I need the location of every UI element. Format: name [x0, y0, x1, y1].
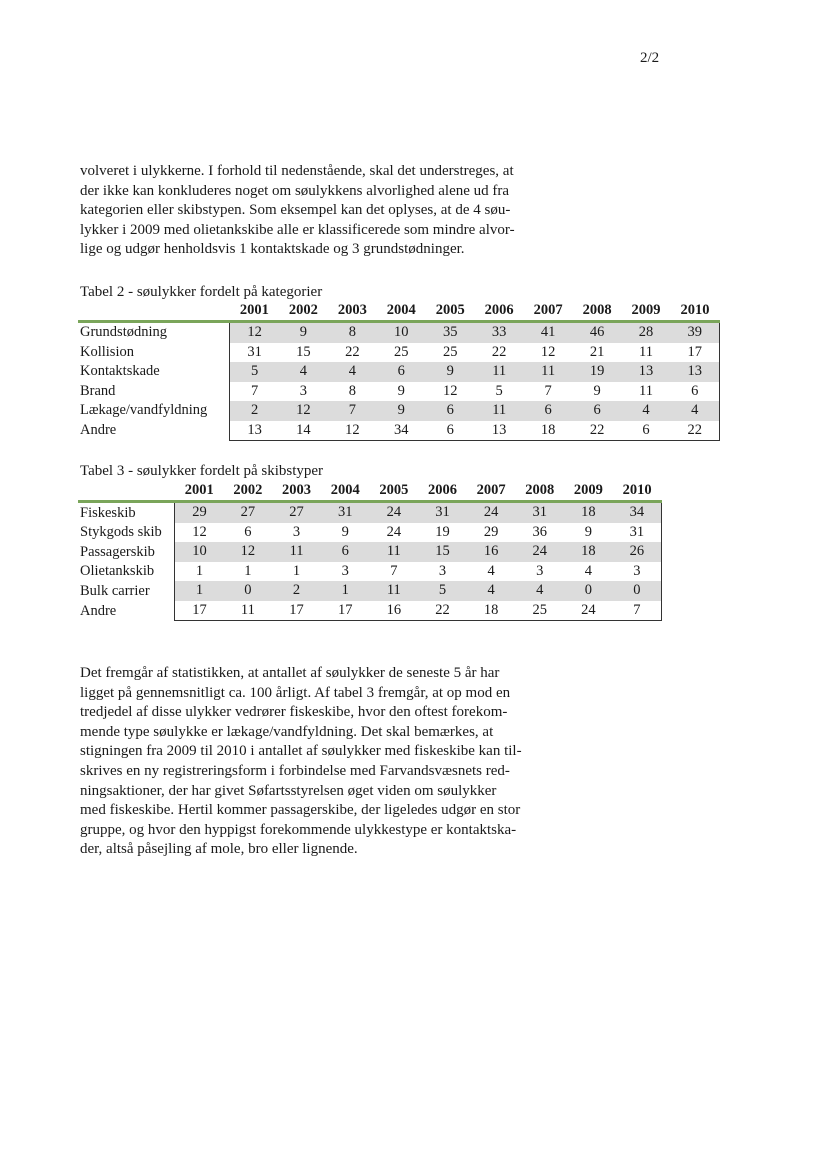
- text-line: ligget på gennemsnitligt ca. 100 årligt. Af tabel 3 fremgår, at op mod en: [80, 684, 511, 701]
- year-header: 2008: [573, 301, 622, 322]
- table-cell: 3: [536, 562, 544, 579]
- table-cell: 3: [613, 562, 662, 582]
- row-label: Stykgods skib: [80, 524, 162, 541]
- table-cell: 1: [175, 562, 224, 582]
- table-row: [78, 542, 662, 562]
- table-cell: 2: [230, 401, 279, 421]
- table-cell: 9: [377, 401, 426, 421]
- table-cell: 13: [671, 362, 720, 382]
- table-cell: 3: [292, 523, 301, 540]
- table-row: [78, 581, 662, 601]
- table-cell: 22: [418, 601, 467, 621]
- table-row: [78, 601, 662, 621]
- table-cell: 3: [299, 382, 307, 399]
- table-cell: 31: [515, 502, 564, 523]
- table3-caption: Tabel 3 - søulykker fordelt på skibstyper: [80, 463, 324, 479]
- table-cell: 4: [328, 362, 377, 382]
- year-header: 2010: [613, 481, 662, 502]
- text-line: volveret i ulykkerne. I forhold til nedenstående, skal det understreges, at: [80, 163, 514, 179]
- table-cell: 10: [377, 322, 426, 343]
- year-header: 2007: [524, 301, 573, 322]
- table-cell: 5: [418, 581, 467, 601]
- table-cell: 6: [244, 523, 252, 540]
- row-label: Fiskeskib: [80, 504, 136, 521]
- table-cell: 15: [296, 343, 311, 360]
- text-line: tredjedel af disse ulykker vedrører fiskeskibe, hvor den oftest forekom-: [80, 704, 508, 721]
- table-row: [78, 343, 720, 363]
- table-cell: 1: [175, 581, 224, 601]
- row-label: Brand: [80, 382, 116, 399]
- table-cell: 25: [515, 601, 564, 621]
- table-cell: 41: [524, 322, 573, 343]
- text-line: lykker i 2009 med olietankskibe alle er klassificerede som mindre alvor-: [80, 221, 515, 238]
- table-cell: 11: [639, 343, 654, 360]
- text-line: ningsaktioner, der har givet Søfartsstyrelsen øget viden om søulykker: [80, 782, 497, 799]
- year-header: 2005: [426, 301, 475, 322]
- table-cell: 0: [224, 581, 273, 601]
- table-cell: 1: [244, 562, 252, 579]
- table-cell: 4: [671, 401, 720, 421]
- table-cell: 7: [544, 382, 552, 399]
- row-label: Lækage/vandfyldning: [80, 402, 208, 419]
- table-cell: 21: [589, 343, 605, 360]
- table-cell: 29: [175, 502, 224, 523]
- table-cell: 11: [224, 601, 273, 621]
- table-cell: 19: [435, 523, 450, 540]
- table-cell: 12: [540, 343, 556, 360]
- table-cell: 13: [230, 421, 279, 441]
- table-cell: 29: [483, 523, 499, 540]
- row-label: Andre: [80, 422, 117, 438]
- table-cell: 8: [328, 322, 377, 343]
- year-header: 2005: [370, 481, 419, 502]
- closing-paragraph: [80, 664, 640, 860]
- year-header: 2010: [671, 301, 720, 322]
- year-header: 2008: [515, 481, 564, 502]
- table-cell: 13: [475, 421, 524, 441]
- table-cell: 22: [573, 421, 622, 441]
- table-cell: 9: [397, 382, 405, 399]
- year-header: 2003: [328, 301, 377, 322]
- table-cell: 0: [613, 581, 662, 601]
- year-header: 2002: [279, 301, 328, 322]
- table-cell: 3: [438, 562, 447, 579]
- table-cell: 25: [394, 343, 409, 360]
- table-cell: 17: [671, 343, 720, 363]
- table-cell: 24: [515, 542, 564, 562]
- table-cell: 24: [467, 502, 516, 523]
- text-line: lige og udgør henholdsvis 1 kontaktskade og 3 grundstødninger.: [80, 241, 465, 258]
- table-cell: 4: [467, 581, 516, 601]
- table-row: [78, 322, 720, 343]
- text-line: mende type søulykke er lækage/vandfyldning. Det skal bemærkes, at: [80, 723, 494, 740]
- text-line: Det fremgår af statistikken, at antallet af søulykker de seneste 5 år har: [80, 665, 500, 681]
- table-cell: 11: [524, 362, 573, 382]
- table-cell: 31: [418, 502, 467, 523]
- row-label: Kollision: [80, 343, 134, 360]
- intro-paragraph: [80, 162, 640, 260]
- table-cell: 31: [321, 502, 370, 523]
- table-cell: 6: [321, 542, 370, 562]
- table-ship-types: [78, 481, 662, 621]
- table-cell: 7: [328, 401, 377, 421]
- table-cell: 11: [272, 542, 321, 562]
- table-cell: 33: [475, 322, 524, 343]
- table-cell: 25: [442, 343, 458, 360]
- year-header: 2002: [224, 481, 273, 502]
- table-cell: 16: [370, 601, 419, 621]
- table-cell: 12: [230, 322, 279, 343]
- table-row: [78, 362, 720, 382]
- header-blank: [78, 481, 175, 502]
- table-cell: 9: [279, 322, 328, 343]
- table-cell: 2: [272, 581, 321, 601]
- table-row: [78, 562, 662, 582]
- table-cell: 12: [224, 542, 273, 562]
- table-cell: 46: [573, 322, 622, 343]
- table-cell: 5: [230, 362, 279, 382]
- table-cell: 1: [321, 581, 370, 601]
- table-cell: 6: [426, 421, 475, 441]
- row-label: Olietankskib: [80, 563, 155, 580]
- row-label: Passagerskib: [80, 543, 155, 560]
- table-cell: 18: [564, 542, 613, 562]
- table-cell: 4: [515, 581, 564, 601]
- table-cell: 22: [345, 343, 360, 360]
- table-cell: 6: [622, 421, 671, 441]
- year-header: 2004: [321, 481, 370, 502]
- text-line: kategorien eller skibstypen. Som eksempel kan det oplyses, at de 4 søu-: [80, 202, 511, 219]
- text-line: der ikke kan konkluderes noget om søulykkens alvorlighed alene ud fra: [80, 182, 510, 199]
- table-cell: 31: [230, 343, 279, 363]
- table-cell: 22: [671, 421, 720, 441]
- year-header: 2007: [467, 481, 516, 502]
- table-cell: 7: [613, 601, 662, 621]
- table-cell: 36: [532, 523, 547, 540]
- table-cell: 11: [639, 382, 654, 399]
- table-cell: 39: [671, 322, 720, 343]
- table-cell: 9: [584, 523, 593, 540]
- text-line: stigningen fra 2009 til 2010 i antallet af søulykker med fiskeskibe kan til-: [80, 743, 522, 760]
- table-cell: 18: [524, 421, 573, 441]
- table-cell: 18: [564, 502, 613, 523]
- table-cell: 4: [279, 362, 328, 382]
- table-row: [78, 523, 662, 543]
- text-line: med fiskeskibe. Hertil kommer passagerskibe, der ligeledes udgør en stor: [80, 802, 521, 819]
- table-cell: 15: [418, 542, 467, 562]
- table-cell: 17: [272, 601, 321, 621]
- table-cell: 5: [495, 382, 503, 399]
- table-cell: 11: [370, 581, 419, 601]
- table-cell: 24: [386, 523, 402, 540]
- row-label: Kontaktskade: [80, 363, 160, 380]
- table-cell: 19: [573, 362, 622, 382]
- table-row: [78, 382, 720, 402]
- table-cell: 11: [370, 542, 419, 562]
- text-line: gruppe, og hvor den hyppigst forekommende ulykkestype er kontaktska-: [80, 821, 517, 838]
- table-cell: 12: [279, 401, 328, 421]
- table2-caption: Tabel 2 - søulykker fordelt på kategorier: [80, 284, 323, 300]
- table-cell: 1: [292, 562, 301, 579]
- table-row: [78, 401, 720, 421]
- year-header: 2006: [475, 301, 524, 322]
- table-cell: 6: [671, 382, 720, 402]
- table-cell: 6: [524, 401, 573, 421]
- year-header: 2001: [230, 301, 279, 322]
- table-cell: 4: [584, 562, 593, 579]
- table-cell: 16: [467, 542, 516, 562]
- text-line: der, altså påsejling af mole, bro eller lignende.: [80, 841, 358, 858]
- table-cell: 24: [564, 601, 613, 621]
- table-cell: 11: [475, 401, 524, 421]
- table-cell: 9: [593, 382, 601, 399]
- table-cell: 34: [613, 502, 662, 523]
- text-line: skrives en ny registreringsform i forbindelse med Farvandsvæsnets red-: [80, 762, 510, 779]
- table-cell: 14: [279, 421, 328, 441]
- row-label: Bulk carrier: [80, 582, 150, 599]
- year-header: 2006: [418, 481, 467, 502]
- table-cell: 34: [377, 421, 426, 441]
- table-cell: 31: [613, 523, 662, 543]
- header-blank: [78, 301, 230, 322]
- table-cell: 6: [426, 401, 475, 421]
- table-cell: 18: [467, 601, 516, 621]
- table-cell: 22: [491, 343, 507, 360]
- table-cell: 9: [341, 523, 349, 540]
- table-cell: 13: [622, 362, 671, 382]
- table-cell: 26: [613, 542, 662, 562]
- year-header: 2009: [564, 481, 613, 502]
- table-cell: 27: [272, 502, 321, 523]
- table-cell: 17: [175, 601, 224, 621]
- table-cell: 0: [564, 581, 613, 601]
- table-cell: 7: [390, 562, 398, 579]
- table-cell: 17: [321, 601, 370, 621]
- table-cell: 27: [224, 502, 273, 523]
- table-cell: 12: [175, 523, 224, 543]
- table-cell: 8: [348, 382, 356, 399]
- table-cell: 12: [328, 421, 377, 441]
- table-cell: 11: [475, 362, 524, 382]
- table-cell: 4: [622, 401, 671, 421]
- table-row: [78, 421, 720, 441]
- table-cell: 35: [426, 322, 475, 343]
- table-cell: 6: [573, 401, 622, 421]
- row-label: Grundstødning: [80, 324, 167, 341]
- table-cell: 24: [370, 502, 419, 523]
- table-cell: 3: [341, 562, 349, 579]
- year-header: 2004: [377, 301, 426, 322]
- table-cell: 9: [426, 362, 475, 382]
- table-cell: 12: [442, 382, 458, 399]
- table-cell: 10: [175, 542, 224, 562]
- table-categories: [78, 301, 720, 441]
- table-cell: 28: [622, 322, 671, 343]
- table-row: [78, 502, 662, 523]
- year-header: 2009: [622, 301, 671, 322]
- page-number: 2/2: [640, 50, 660, 66]
- table-cell: 6: [377, 362, 426, 382]
- year-header: 2001: [175, 481, 224, 502]
- table-cell: 4: [487, 562, 495, 579]
- table-cell: 7: [230, 382, 279, 402]
- year-header: 2003: [272, 481, 321, 502]
- row-label: Andre: [80, 602, 117, 619]
